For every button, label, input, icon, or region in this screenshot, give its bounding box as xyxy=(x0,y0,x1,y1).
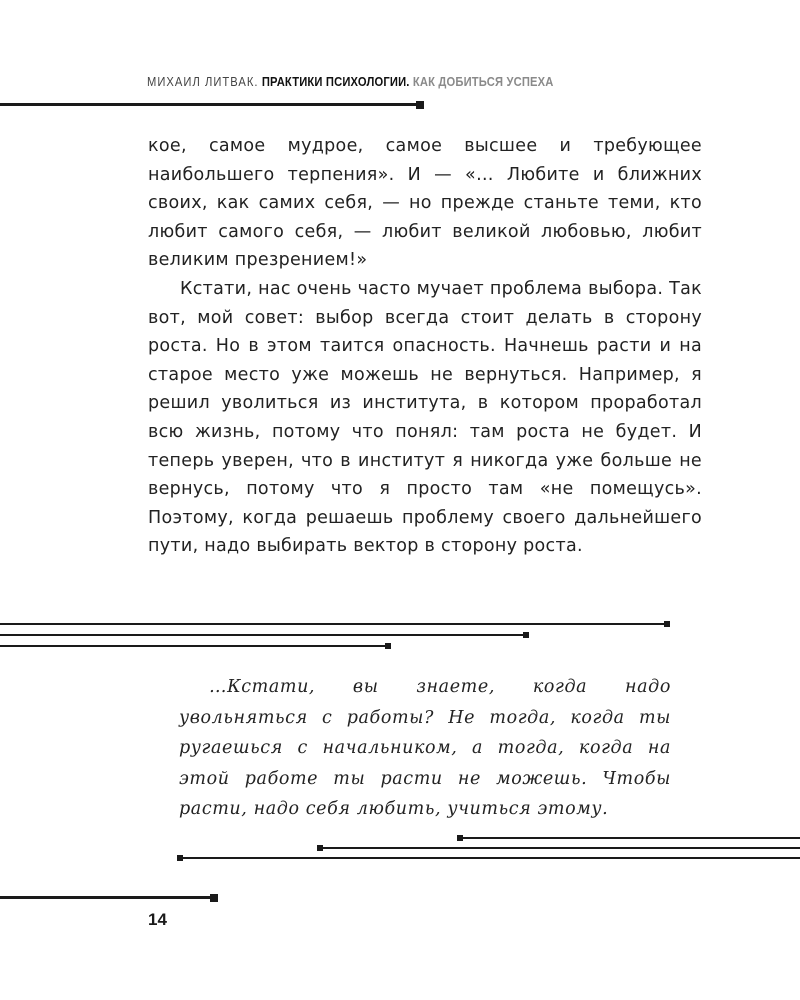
header-book-title: ПРАКТИКИ ПСИХОЛОГИИ. xyxy=(261,74,410,89)
header-author: МИХАИЛ ЛИТВАК. xyxy=(147,74,259,89)
divider-line-3 xyxy=(0,645,388,647)
pull-quote-text: …Кстати, вы знаете, когда надо увольняться с работы? Не тогда, когда ты ругаешься с начальником, а тогда, когда на этой работе ты расти не можешь. Чтобы расти, надо себя любить, учиться этому. xyxy=(179,677,671,819)
page-number: 14 xyxy=(148,910,167,929)
divider-line-3-marker xyxy=(385,643,391,649)
body-paragraph-2: Кстати, нас очень часто мучает проблема выбора. Так вот, мой совет: выбор всегда стоит делать в сторону роста. Но в этом таится опасность. Начнешь расти и на старое место уже можешь не вернуться. Например, я решил уволиться из института, в котором проработал всю жизнь, потому что понял: там роста не будет. И теперь уверен, что в институт я никогда уже больше не вернусь, потому что я просто там «не помещусь». Поэтому, когда решаешь проблему своего дальнейшего пути, надо выбирать вектор в сторону роста. xyxy=(148,278,702,557)
divider-line-1 xyxy=(0,623,666,625)
running-head xyxy=(147,74,554,89)
footer-rule-marker xyxy=(210,894,218,902)
body-paragraph-1: кое, самое мудрое, самое высшее и требующее наибольшего терпения». И — «… Любите и ближних своих, как самих себя, — но прежде станьте теми, кто любит самого себя, — любит великой любовью, любит великим презрением!» xyxy=(148,136,702,271)
header-rule-marker xyxy=(416,101,424,109)
quote-line-1 xyxy=(459,837,800,839)
quote-line-2 xyxy=(319,847,800,849)
body-text xyxy=(148,132,702,561)
header-rule xyxy=(0,103,420,106)
pull-quote xyxy=(179,672,671,825)
header-book-subtitle: КАК ДОБИТЬСЯ УСПЕХА xyxy=(412,74,554,89)
footer-rule xyxy=(0,896,215,899)
divider-line-2 xyxy=(0,634,526,636)
divider-line-2-marker xyxy=(523,632,529,638)
quote-line-3 xyxy=(179,857,800,859)
divider-line-1-marker xyxy=(664,621,670,627)
